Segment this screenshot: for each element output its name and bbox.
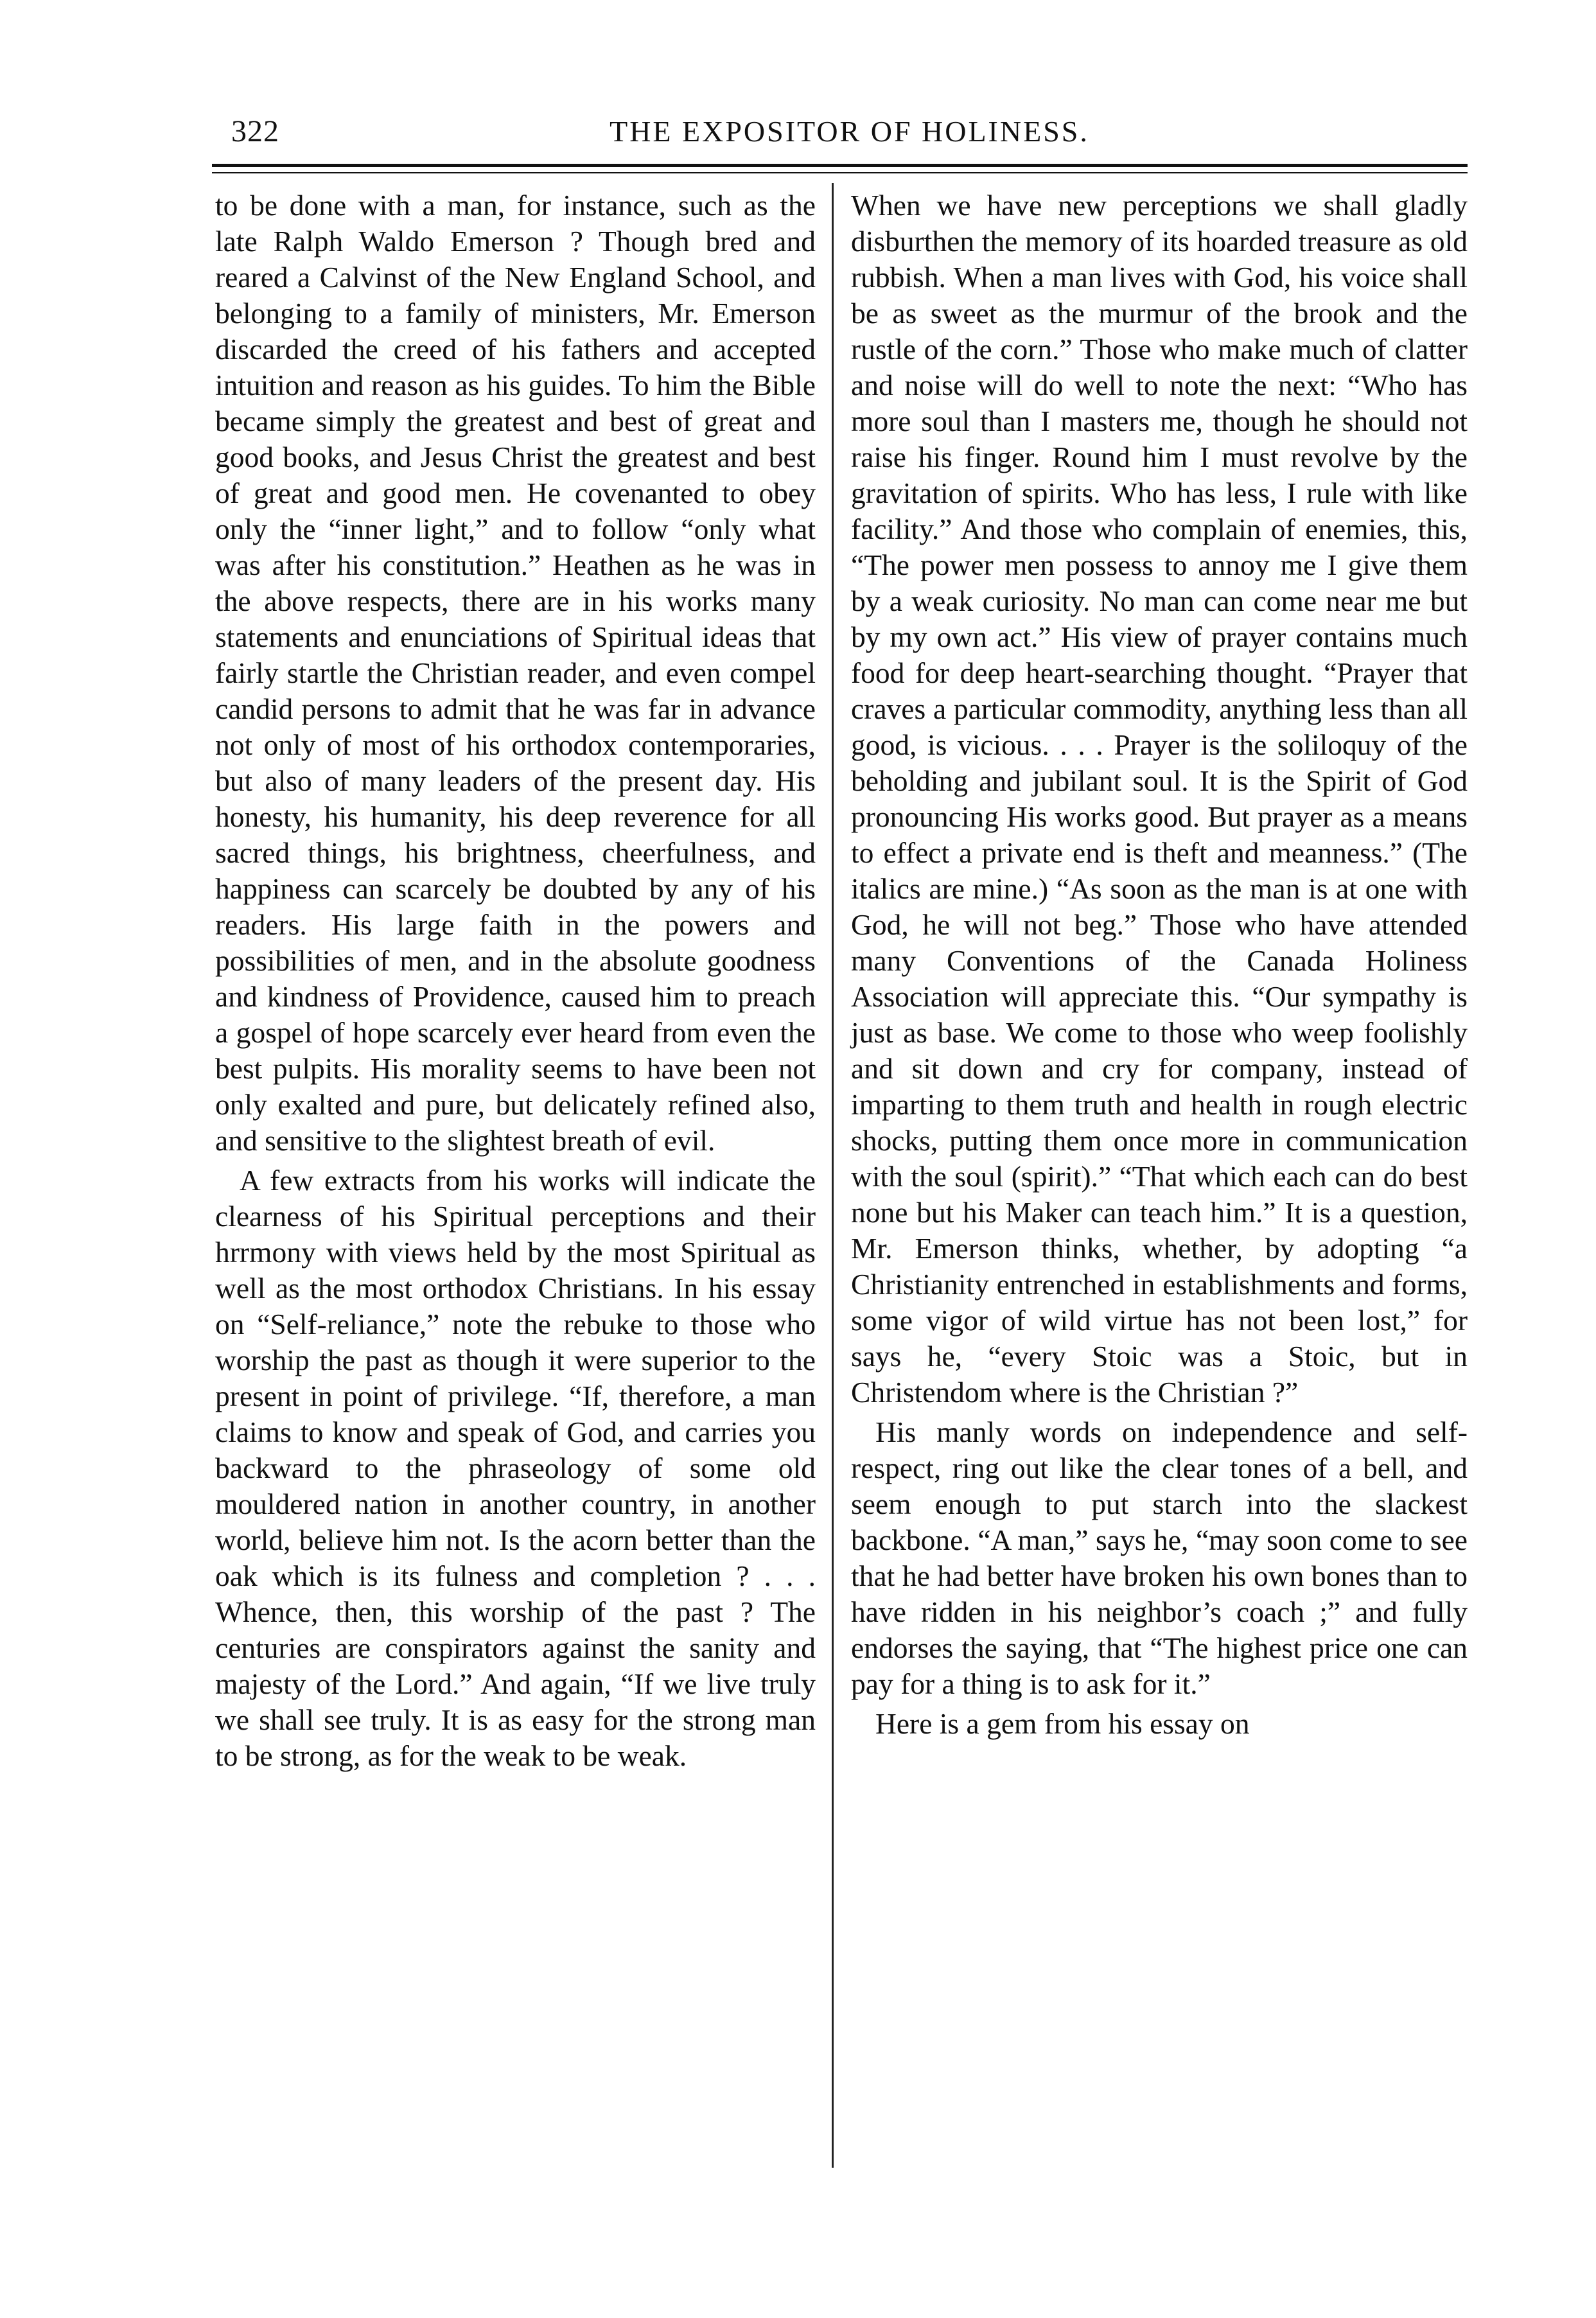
right-paragraph-1: When we have new perceptions we shall gladly disburthen the memory of its hoarded treasure as old rubbish. When a man lives with God, his voice shall be as sweet as the murmur of the brook and the rustle of the corn.” Those who make much of clatter and noise will do well to note the next: “Who has more soul than I masters me, though he should not raise his finger. Round him I must revolve by the gravitation of spirits. Who has less, I rule with like facility.” And those who complain of enemies, this, “The power men possess to annoy me I give them by a weak curiosity. No man can come near me but by my own act.” His view of prayer contains much food for deep heart-searching thought. “Prayer that craves a particular commodity, anything less than all good, is vicious. . . . Prayer is the soliloquy of the beholding and jubilant soul. It is the Spirit of God pronouncing His works good. But prayer as a means to effect a private end is theft and meanness.” (The italics are mine.) “As soon as the man is at one with God, he will not beg.” Those who have attended many Conventions of the Canada Holiness Association will appreciate this. “Our sympathy is just as base. We come to those who weep foolishly and sit down and cry for company, instead of imparting to them truth and health in rough electric shocks, putting them once more in communication with the soul (spirit).” “That which each can do best none but his Maker can teach him.” It is a question, Mr. Emerson thinks, whether, by adopting “a Christianity entrenched in establishments and forms, some vigor of wild virtue has not been lost,” for says he, “every Stoic was a Stoic, but in Christendom where is the Christian ?” [851,189,1468,1409]
left-paragraph-2: A few extracts from his works will indicate the clearness of his Spiritual perceptions and their hrrmony with views held by the most Spiritual as well as the most orthodox Christians. In his essay on “Self-reliance,” note the rebuke to those who worship the past as though it were superior to the present in point of privilege. “If, therefore, a man claims to know and speak of God, and carries you backward to the phraseology of some old mouldered nation in another country, in another world, believe him not. Is the acorn better than the oak which is its fulness and completion ? . . . Whence, then, this worship of the past ? The centuries are conspirators against the sanity and majesty of the Lord.” And again, “If we live truly we shall see truly. It is as easy for the strong man to be strong, as for the weak to be weak. [215,1164,816,1772]
left-column [215,188,816,1774]
running-title: THE EXPOSITOR OF HOLINESS. [609,115,1089,148]
page-header [231,109,1468,154]
page-number: 322 [231,114,279,148]
header-rule-thick [212,164,1468,167]
header-rule-thin [212,172,1468,173]
right-column [851,188,1468,1742]
right-paragraph-3: Here is a gem from his essay on [875,1707,1250,1740]
right-paragraph-2: His manly words on independence and self-respect, ring out like the clear tones of a bell, and seem enough to put starch into the slackest backbone. “A man,” says he, “may soon come to see that he had better have broken his own bones than to have ridden in his neighbor’s coach ;” and fully endorses the saying, that “The highest price one can pay for a thing is to ask for it.” [851,1416,1468,1700]
left-paragraph-1: to be done with a man, for instance, such as the late Ralph Waldo Emerson ? Though bred and reared a Calvinst of the New England School, and belonging to a family of ministers, Mr. Emerson discarded the creed of his fathers and accepted intuition and reason as his guides. To him the Bible became simply the greatest and best of great and good books, and Jesus Christ the greatest and best of great and good men. He covenanted to obey only the “inner light,” and to follow “only what was after his constitution.” Heathen as he was in the above respects, there are in his works many statements and enunciations of Spiritual ideas that fairly startle the Christian reader, and even compel candid persons to admit that he was far in advance not only of most of his orthodox contemporaries, but also of many leaders of the present day. His honesty, his humanity, his deep reverence for all sacred things, his brightness, cheerfulness, and happiness can scarcely be doubted by any of his readers. His large faith in the powers and possibilities of men, and in the absolute goodness and kindness of Providence, caused him to preach a gospel of hope scarcely ever heard from even the best pulpits. His morality seems to have been not only exalted and pure, but delicately refined also, and sensitive to the slightest breath of evil. [215,189,816,1157]
column-divider [832,183,834,2168]
